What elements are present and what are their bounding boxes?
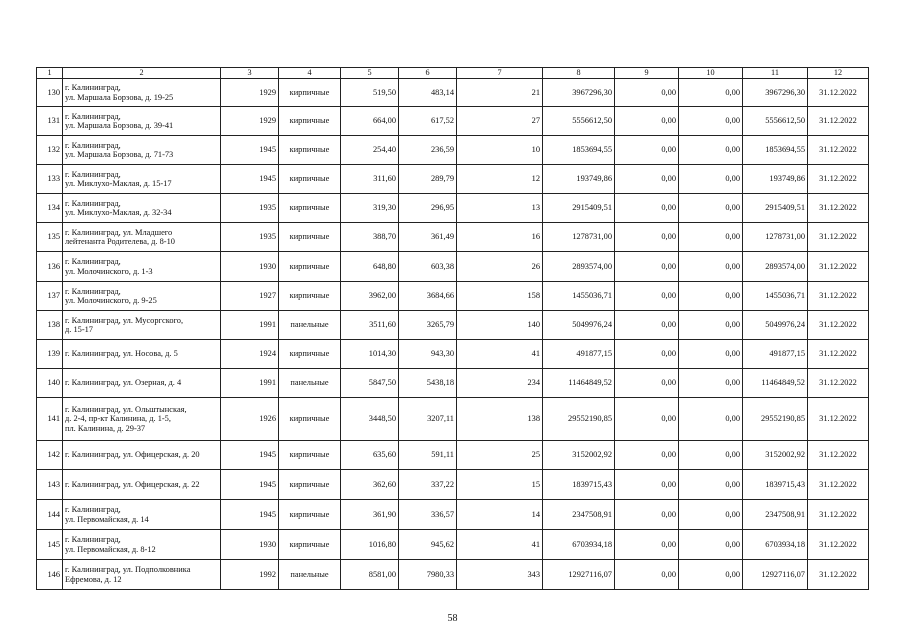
funds-col10-cell: 0,00 <box>679 500 743 530</box>
wall-material-cell: панельные <box>279 311 341 340</box>
build-year-cell: 1945 <box>221 500 279 530</box>
total-cost-cell: 2347508,91 <box>543 500 615 530</box>
residents-count-cell: 158 <box>457 282 543 311</box>
page-number: 58 <box>447 613 458 624</box>
total-cost-cell: 3967296,30 <box>543 79 615 107</box>
funds-col10-cell: 0,00 <box>679 398 743 441</box>
residents-count-cell: 138 <box>457 398 543 441</box>
address-cell <box>63 500 221 530</box>
total-cost-cell: 2915409,51 <box>543 194 615 223</box>
funds-col9-cell: 0,00 <box>615 79 679 107</box>
wall-material-cell: кирпичные <box>279 398 341 441</box>
living-area-cell: 296,95 <box>399 194 457 223</box>
total-cost-cell: 1455036,71 <box>543 282 615 311</box>
address-line: д. 2-4, пр-кт Калинина, д. 1-5, <box>65 414 171 424</box>
col-header-5: 5 <box>341 68 399 79</box>
address-line: г. Калининград, <box>65 140 121 150</box>
funds-col9-cell: 0,00 <box>615 311 679 340</box>
living-area-cell: 943,30 <box>399 340 457 369</box>
living-area-cell: 361,49 <box>399 223 457 252</box>
total-area-cell: 254,40 <box>341 136 399 165</box>
col-header-6: 6 <box>399 68 457 79</box>
total-cost-cell: 1839715,43 <box>543 470 615 500</box>
funds-col11-cell: 5556612,50 <box>743 107 808 136</box>
funds-col10-cell: 0,00 <box>679 340 743 369</box>
wall-material-cell: кирпичные <box>279 282 341 311</box>
funds-col11-cell: 2347508,91 <box>743 500 808 530</box>
table-row <box>37 560 869 590</box>
address-line: пл. Калинина, д. 29-37 <box>65 423 146 433</box>
funds-col10-cell: 0,00 <box>679 560 743 590</box>
living-area-cell: 336,57 <box>399 500 457 530</box>
row-number: 145 <box>37 530 63 560</box>
wall-material-cell: кирпичные <box>279 500 341 530</box>
row-number: 143 <box>37 470 63 500</box>
deadline-date-cell: 31.12.2022 <box>808 282 869 311</box>
address-cell <box>63 369 221 398</box>
funds-col9-cell: 0,00 <box>615 340 679 369</box>
row-number: 136 <box>37 252 63 282</box>
residents-count-cell: 27 <box>457 107 543 136</box>
total-area-cell: 1014,30 <box>341 340 399 369</box>
build-year-cell: 1927 <box>221 282 279 311</box>
residents-count-cell: 41 <box>457 340 543 369</box>
column-number-row <box>37 68 869 79</box>
total-area-cell: 1016,80 <box>341 530 399 560</box>
address-cell <box>63 252 221 282</box>
funds-col10-cell: 0,00 <box>679 470 743 500</box>
living-area-cell: 236,59 <box>399 136 457 165</box>
row-number: 132 <box>37 136 63 165</box>
funds-col11-cell: 3967296,30 <box>743 79 808 107</box>
table-row <box>37 165 869 194</box>
total-area-cell: 519,50 <box>341 79 399 107</box>
wall-material-cell: кирпичные <box>279 107 341 136</box>
address-line: г. Калининград, ул. Озерная, д. 4 <box>65 378 182 388</box>
table-row <box>37 107 869 136</box>
funds-col10-cell: 0,00 <box>679 136 743 165</box>
col-header-3: 3 <box>221 68 279 79</box>
address-line: ул. Первомайская, д. 14 <box>65 514 149 524</box>
funds-col11-cell: 5049976,24 <box>743 311 808 340</box>
address-line: г. Калининград, <box>65 286 121 296</box>
wall-material-cell: кирпичные <box>279 136 341 165</box>
table-row <box>37 441 869 470</box>
funds-col9-cell: 0,00 <box>615 252 679 282</box>
row-number: 138 <box>37 311 63 340</box>
funds-col9-cell: 0,00 <box>615 107 679 136</box>
address-line: ул. Миклухо-Маклая, д. 15-17 <box>65 179 172 188</box>
total-area-cell: 5847,50 <box>341 369 399 398</box>
build-year-cell: 1930 <box>221 252 279 282</box>
total-cost-cell: 2893574,00 <box>543 252 615 282</box>
build-year-cell: 1991 <box>221 369 279 398</box>
address-line: ул. Маршала Борзова, д. 39-41 <box>65 121 174 130</box>
col-header-9: 9 <box>615 68 679 79</box>
address-line: г. Калининград, ул. Офицерская, д. 22 <box>65 479 200 489</box>
table-row <box>37 311 869 340</box>
funds-col10-cell: 0,00 <box>679 252 743 282</box>
table-row <box>37 282 869 311</box>
funds-col11-cell: 1853694,55 <box>743 136 808 165</box>
wall-material-cell: кирпичные <box>279 470 341 500</box>
funds-col11-cell: 2893574,00 <box>743 252 808 282</box>
funds-col10-cell: 0,00 <box>679 369 743 398</box>
residents-count-cell: 343 <box>457 560 543 590</box>
wall-material-cell: кирпичные <box>279 79 341 107</box>
total-cost-cell: 29552190,85 <box>543 398 615 441</box>
build-year-cell: 1930 <box>221 530 279 560</box>
address-line: г. Калининград, ул. Офицерская, д. 20 <box>65 450 200 460</box>
wall-material-cell: кирпичные <box>279 194 341 223</box>
build-year-cell: 1935 <box>221 194 279 223</box>
address-line: г. Калининград, <box>65 535 121 545</box>
build-year-cell: 1924 <box>221 340 279 369</box>
funds-col11-cell: 3152002,92 <box>743 441 808 470</box>
address-cell <box>63 560 221 590</box>
total-area-cell: 319,30 <box>341 194 399 223</box>
total-cost-cell: 12927116,07 <box>543 560 615 590</box>
col-header-8: 8 <box>543 68 615 79</box>
deadline-date-cell: 31.12.2022 <box>808 136 869 165</box>
address-cell <box>63 282 221 311</box>
deadline-date-cell: 31.12.2022 <box>808 560 869 590</box>
funds-col10-cell: 0,00 <box>679 441 743 470</box>
total-area-cell: 361,90 <box>341 500 399 530</box>
address-line: Ефремова, д. 12 <box>65 574 122 584</box>
funds-col10-cell: 0,00 <box>679 311 743 340</box>
funds-col11-cell: 29552190,85 <box>743 398 808 441</box>
address-line: ул. Маршала Борзова, д. 71-73 <box>65 150 174 159</box>
living-area-cell: 483,14 <box>399 79 457 107</box>
address-cell <box>63 136 221 165</box>
residents-count-cell: 12 <box>457 165 543 194</box>
address-line: г. Калининград, <box>65 83 121 93</box>
funds-col9-cell: 0,00 <box>615 441 679 470</box>
funds-col11-cell: 6703934,18 <box>743 530 808 560</box>
deadline-date-cell: 31.12.2022 <box>808 340 869 369</box>
residents-count-cell: 10 <box>457 136 543 165</box>
address-line: г. Калининград, <box>65 505 121 515</box>
deadline-date-cell: 31.12.2022 <box>808 223 869 252</box>
total-area-cell: 388,70 <box>341 223 399 252</box>
residents-count-cell: 140 <box>457 311 543 340</box>
funds-col10-cell: 0,00 <box>679 530 743 560</box>
row-number: 140 <box>37 369 63 398</box>
build-year-cell: 1992 <box>221 560 279 590</box>
total-area-cell: 648,80 <box>341 252 399 282</box>
table-body <box>37 68 869 590</box>
build-year-cell: 1991 <box>221 311 279 340</box>
funds-col11-cell: 1455036,71 <box>743 282 808 311</box>
row-number: 133 <box>37 165 63 194</box>
funds-col10-cell: 0,00 <box>679 223 743 252</box>
build-year-cell: 1945 <box>221 470 279 500</box>
deadline-date-cell: 31.12.2022 <box>808 194 869 223</box>
row-number: 137 <box>37 282 63 311</box>
total-area-cell: 362,60 <box>341 470 399 500</box>
address-cell <box>63 107 221 136</box>
total-cost-cell: 1278731,00 <box>543 223 615 252</box>
address-cell <box>63 470 221 500</box>
funds-col11-cell: 491877,15 <box>743 340 808 369</box>
living-area-cell: 5438,18 <box>399 369 457 398</box>
deadline-date-cell: 31.12.2022 <box>808 398 869 441</box>
address-line: ул. Молочинского, д. 1-3 <box>65 266 153 276</box>
table-row <box>37 136 869 165</box>
residents-count-cell: 15 <box>457 470 543 500</box>
funds-col11-cell: 2915409,51 <box>743 194 808 223</box>
address-line: ул. Первомайская, д. 8-12 <box>65 544 156 554</box>
address-line: г. Калининград, ул. Младшего <box>65 227 173 237</box>
col-header-12: 12 <box>808 68 869 79</box>
wall-material-cell: кирпичные <box>279 252 341 282</box>
living-area-cell: 617,52 <box>399 107 457 136</box>
col-header-7: 7 <box>457 68 543 79</box>
address-line: г. Калининград, <box>65 111 121 121</box>
funds-col9-cell: 0,00 <box>615 500 679 530</box>
col-header-2: 2 <box>63 68 221 79</box>
deadline-date-cell: 31.12.2022 <box>808 369 869 398</box>
table-row <box>37 470 869 500</box>
funds-col9-cell: 0,00 <box>615 560 679 590</box>
residents-count-cell: 13 <box>457 194 543 223</box>
build-year-cell: 1945 <box>221 165 279 194</box>
total-cost-cell: 6703934,18 <box>543 530 615 560</box>
address-cell <box>63 340 221 369</box>
col-header-4: 4 <box>279 68 341 79</box>
total-area-cell: 311,60 <box>341 165 399 194</box>
residents-count-cell: 41 <box>457 530 543 560</box>
wall-material-cell: панельные <box>279 369 341 398</box>
table-row <box>37 223 869 252</box>
build-year-cell: 1935 <box>221 223 279 252</box>
wall-material-cell: панельные <box>279 560 341 590</box>
residents-count-cell: 25 <box>457 441 543 470</box>
wall-material-cell: кирпичные <box>279 441 341 470</box>
build-year-cell: 1929 <box>221 79 279 107</box>
wall-material-cell: кирпичные <box>279 530 341 560</box>
deadline-date-cell: 31.12.2022 <box>808 500 869 530</box>
address-line: г. Калининград, ул. Носова, д. 5 <box>65 349 178 359</box>
deadline-date-cell: 31.12.2022 <box>808 441 869 470</box>
row-number: 135 <box>37 223 63 252</box>
address-cell <box>63 79 221 107</box>
total-area-cell: 3962,00 <box>341 282 399 311</box>
row-number: 131 <box>37 107 63 136</box>
funds-col11-cell: 1278731,00 <box>743 223 808 252</box>
total-cost-cell: 11464849,52 <box>543 369 615 398</box>
funds-col10-cell: 0,00 <box>679 165 743 194</box>
build-year-cell: 1926 <box>221 398 279 441</box>
row-number: 130 <box>37 79 63 107</box>
residents-count-cell: 234 <box>457 369 543 398</box>
address-cell <box>63 398 221 441</box>
build-year-cell: 1945 <box>221 441 279 470</box>
address-cell <box>63 194 221 223</box>
total-cost-cell: 3152002,92 <box>543 441 615 470</box>
living-area-cell: 591,11 <box>399 441 457 470</box>
row-number: 134 <box>37 194 63 223</box>
living-area-cell: 945,62 <box>399 530 457 560</box>
living-area-cell: 337,22 <box>399 470 457 500</box>
build-year-cell: 1929 <box>221 107 279 136</box>
funds-col11-cell: 11464849,52 <box>743 369 808 398</box>
address-line: г. Калининград, <box>65 257 121 267</box>
housing-register-table <box>36 67 869 590</box>
address-line: д. 15-17 <box>65 325 93 334</box>
address-line: г. Калининград, ул. Ольштынская, <box>65 404 187 414</box>
funds-col10-cell: 0,00 <box>679 107 743 136</box>
total-cost-cell: 491877,15 <box>543 340 615 369</box>
deadline-date-cell: 31.12.2022 <box>808 252 869 282</box>
funds-col10-cell: 0,00 <box>679 79 743 107</box>
funds-col9-cell: 0,00 <box>615 398 679 441</box>
address-cell <box>63 311 221 340</box>
total-area-cell: 664,00 <box>341 107 399 136</box>
total-cost-cell: 5049976,24 <box>543 311 615 340</box>
total-cost-cell: 5556612,50 <box>543 107 615 136</box>
living-area-cell: 7980,33 <box>399 560 457 590</box>
funds-col9-cell: 0,00 <box>615 470 679 500</box>
residents-count-cell: 14 <box>457 500 543 530</box>
table-row <box>37 194 869 223</box>
funds-col9-cell: 0,00 <box>615 165 679 194</box>
table-row <box>37 530 869 560</box>
total-area-cell: 3511,60 <box>341 311 399 340</box>
funds-col9-cell: 0,00 <box>615 194 679 223</box>
wall-material-cell: кирпичные <box>279 223 341 252</box>
row-number: 141 <box>37 398 63 441</box>
funds-col10-cell: 0,00 <box>679 194 743 223</box>
address-cell <box>63 530 221 560</box>
funds-col11-cell: 12927116,07 <box>743 560 808 590</box>
deadline-date-cell: 31.12.2022 <box>808 311 869 340</box>
total-cost-cell: 193749,86 <box>543 165 615 194</box>
col-header-10: 10 <box>679 68 743 79</box>
total-area-cell: 8581,00 <box>341 560 399 590</box>
deadline-date-cell: 31.12.2022 <box>808 470 869 500</box>
funds-col9-cell: 0,00 <box>615 223 679 252</box>
col-header-11: 11 <box>743 68 808 79</box>
wall-material-cell: кирпичные <box>279 165 341 194</box>
total-area-cell: 3448,50 <box>341 398 399 441</box>
funds-col9-cell: 0,00 <box>615 369 679 398</box>
address-line: г. Калининград, ул. Мусоргского, <box>65 315 184 325</box>
table-row <box>37 79 869 107</box>
row-number: 146 <box>37 560 63 590</box>
deadline-date-cell: 31.12.2022 <box>808 107 869 136</box>
living-area-cell: 289,79 <box>399 165 457 194</box>
residents-count-cell: 21 <box>457 79 543 107</box>
table-row <box>37 252 869 282</box>
document-sheet <box>36 67 869 590</box>
funds-col9-cell: 0,00 <box>615 530 679 560</box>
address-line: ул. Молочинского, д. 9-25 <box>65 296 157 305</box>
living-area-cell: 603,38 <box>399 252 457 282</box>
col-header-1: 1 <box>37 68 63 79</box>
address-line: г. Калининград, <box>65 198 121 208</box>
address-line: ул. Маршала Борзова, д. 19-25 <box>65 92 174 102</box>
address-cell <box>63 441 221 470</box>
deadline-date-cell: 31.12.2022 <box>808 530 869 560</box>
residents-count-cell: 26 <box>457 252 543 282</box>
table-row <box>37 369 869 398</box>
table-row <box>37 398 869 441</box>
funds-col11-cell: 193749,86 <box>743 165 808 194</box>
living-area-cell: 3207,11 <box>399 398 457 441</box>
address-cell <box>63 165 221 194</box>
deadline-date-cell: 31.12.2022 <box>808 165 869 194</box>
row-number: 142 <box>37 441 63 470</box>
funds-col9-cell: 0,00 <box>615 282 679 311</box>
address-line: лейтенанта Родителева, д. 8-10 <box>65 237 175 246</box>
address-line: ул. Миклухо-Маклая, д. 32-34 <box>65 208 172 217</box>
table-row <box>37 340 869 369</box>
deadline-date-cell: 31.12.2022 <box>808 79 869 107</box>
table-row <box>37 500 869 530</box>
living-area-cell: 3684,66 <box>399 282 457 311</box>
address-line: г. Калининград, ул. Подполковника <box>65 565 191 575</box>
funds-col9-cell: 0,00 <box>615 136 679 165</box>
address-line: г. Калининград, <box>65 169 121 179</box>
address-cell <box>63 223 221 252</box>
row-number: 139 <box>37 340 63 369</box>
wall-material-cell: кирпичные <box>279 340 341 369</box>
funds-col10-cell: 0,00 <box>679 282 743 311</box>
total-cost-cell: 1853694,55 <box>543 136 615 165</box>
living-area-cell: 3265,79 <box>399 311 457 340</box>
row-number: 144 <box>37 500 63 530</box>
funds-col11-cell: 1839715,43 <box>743 470 808 500</box>
residents-count-cell: 16 <box>457 223 543 252</box>
total-area-cell: 635,60 <box>341 441 399 470</box>
build-year-cell: 1945 <box>221 136 279 165</box>
